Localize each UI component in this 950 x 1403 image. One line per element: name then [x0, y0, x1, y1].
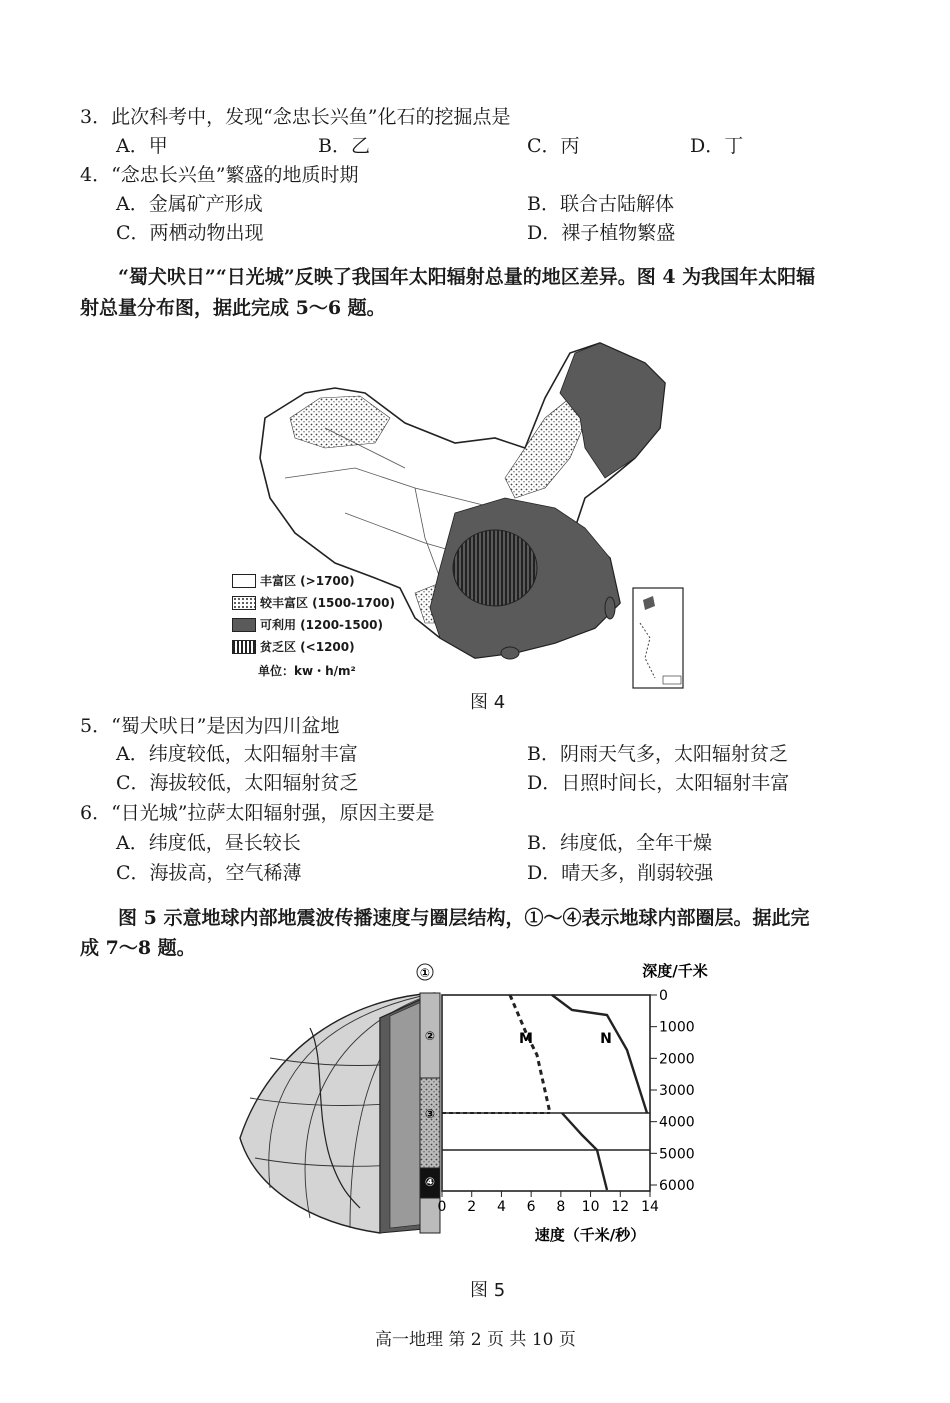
q3-option-c[interactable]: C．丙: [527, 135, 580, 157]
earth-structure-figure: [230, 958, 730, 1258]
seismic-wave-chart: [438, 988, 695, 1215]
legend-unit: 单位：kw・h/m²: [258, 664, 356, 678]
chart-frame: [442, 995, 650, 1191]
legend-poor: 贫乏区 (<1200): [232, 638, 355, 655]
depth-tick-label: 2000: [659, 1051, 695, 1068]
layer-4-label: ④: [424, 1175, 436, 1189]
intro-5-6-line1: “蜀犬吠日”“日光城”反映了我国年太阳辐射总量的地区差异。图 4 为我国年太阳辐: [118, 266, 816, 288]
speed-tick-label: 10: [581, 1199, 600, 1215]
intro-7-8-line1: 图 5 示意地球内部地震波传播速度与圈层结构，①～④表示地球内部圈层。据此完: [118, 907, 810, 929]
speed-tick-label: 12: [611, 1199, 630, 1215]
q6-stem: 6．“日光城”拉萨太阳辐射强，原因主要是: [80, 802, 435, 824]
speed-tick-label: 14: [641, 1199, 659, 1215]
intro-5-6-line2: 射总量分布图，据此完成 5～6 题。: [80, 297, 386, 319]
fig4-caption: 图 4: [470, 692, 506, 713]
q6-option-d[interactable]: D．晴天多，削弱较强: [527, 862, 714, 884]
south-china-sea-inset: [633, 588, 683, 688]
q4-stem: 4．“念忠长兴鱼”繁盛的地质时期: [80, 164, 359, 186]
curve-m-label: M: [519, 1031, 533, 1047]
q6-option-a[interactable]: A．纬度低，昼长较长: [116, 832, 301, 854]
q4-option-b[interactable]: B．联合古陆解体: [527, 193, 674, 215]
depth-tick-label: 4000: [659, 1114, 695, 1131]
depth-tick-label: 3000: [659, 1083, 695, 1099]
legend-usable: 可利用 (1200-1500): [232, 616, 383, 633]
globe-quarter: [240, 993, 435, 1233]
q3-option-b[interactable]: B．乙: [318, 135, 370, 157]
q5-option-d[interactable]: D．日照时间长，太阳辐射丰富: [527, 772, 790, 794]
depth-tick-label: 0: [659, 988, 668, 1004]
depth-tick-label: 6000: [659, 1178, 695, 1194]
speed-axis-label: 速度（千米/秒）: [534, 1226, 646, 1244]
speed-tick-label: 4: [496, 1199, 506, 1215]
stripe-sichuan: [453, 530, 537, 606]
q5-option-a[interactable]: A．纬度较低，太阳辐射丰富: [116, 743, 358, 765]
legend-rich: 丰富区 (>1700): [232, 572, 355, 589]
q6-option-b[interactable]: B．纬度低，全年干燥: [527, 832, 712, 854]
q3-option-d[interactable]: D．丁: [690, 135, 744, 157]
layer-2-label: ②: [424, 1029, 436, 1043]
speed-tick-label: 8: [556, 1199, 566, 1215]
page-footer: 高一地理 第 2 页 共 10 页: [375, 1330, 576, 1350]
q4-option-c[interactable]: C．两栖动物出现: [116, 222, 264, 244]
speed-tick-label: 0: [437, 1199, 447, 1215]
hainan-island: [501, 647, 519, 659]
depth-axis-label: 深度/千米: [642, 962, 708, 980]
q5-option-c[interactable]: C．海拔较低，太阳辐射贫乏: [116, 772, 359, 794]
curve-n-label: N: [600, 1031, 612, 1047]
q4-option-d[interactable]: D．裸子植物繁盛: [527, 222, 676, 244]
q5-option-b[interactable]: B．阴雨天气多，太阳辐射贫乏: [527, 743, 788, 765]
q3-stem: 3．此次科考中，发现“念忠长兴鱼”化石的挖掘点是: [80, 106, 511, 128]
speed-tick-label: 2: [467, 1199, 477, 1215]
intro-7-8-line2: 成 7～8 题。: [80, 937, 196, 959]
q6-option-c[interactable]: C．海拔高，空气稀薄: [116, 862, 302, 884]
fig5-caption: 图 5: [470, 1280, 506, 1301]
depth-tick-label: 5000: [659, 1146, 695, 1163]
speed-tick-label: 6: [526, 1199, 536, 1215]
layer-1-label: ①: [419, 966, 431, 980]
q3-option-a[interactable]: A．甲: [116, 135, 168, 157]
taiwan-island: [605, 597, 615, 619]
depth-tick-label: 1000: [659, 1019, 695, 1036]
legend-more-rich: 较丰富区 (1500-1700): [232, 594, 395, 611]
q5-stem: 5．“蜀犬吠日”是因为四川盆地: [80, 715, 340, 737]
q4-option-a[interactable]: A．金属矿产形成: [116, 193, 263, 215]
layer-3-label: ③: [424, 1107, 436, 1121]
